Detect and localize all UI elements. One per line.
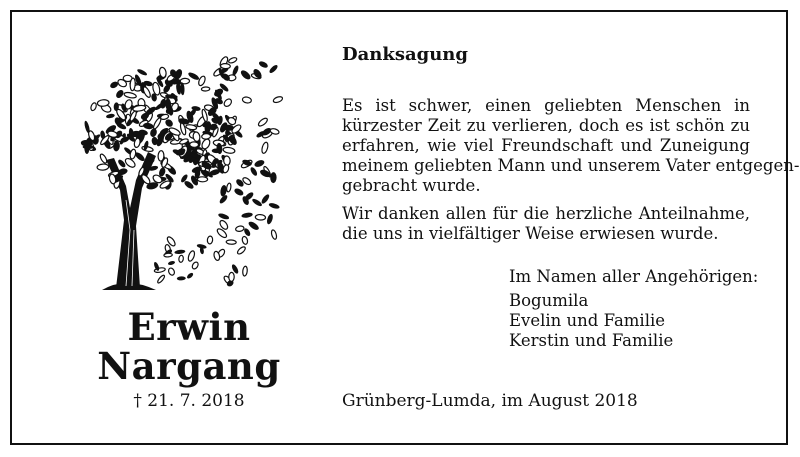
paragraph-line: kürzester Zeit zu verlieren, doch es ist schön zu xyxy=(342,116,750,135)
paragraph-line: die uns in vielfältiger Weise erwiesen wurde. xyxy=(342,224,719,243)
windblown-tree-icon xyxy=(66,40,286,292)
signoff-name: Kerstin und Familie xyxy=(509,331,674,350)
notice-heading: Danksagung xyxy=(342,44,468,65)
death-date: † 21. 7. 2018 xyxy=(133,391,245,411)
thanks-paragraph-1 xyxy=(342,96,800,196)
signoff-names xyxy=(509,291,758,351)
paragraph-line: erfahren, wie viel Freundschaft und Zuneigung xyxy=(342,136,750,155)
paragraph-line: meinem geliebten Mann und unserem Vater entgegen- xyxy=(342,156,800,175)
paragraph-line: gebracht wurde. xyxy=(342,176,481,195)
deceased-first-name: Erwin xyxy=(127,305,251,349)
deceased-last-name: Nargang xyxy=(97,344,281,388)
signoff-name: Evelin und Familie xyxy=(509,311,666,330)
signoff-intro: Im Namen aller Angehörigen: xyxy=(509,267,759,286)
signoff-name: Bogumila xyxy=(509,291,589,310)
paragraph-line: Wir danken allen für die herzliche Anteilnahme, xyxy=(342,204,750,223)
paragraph-line: Es ist schwer, einen geliebten Menschen in xyxy=(342,96,750,115)
thanks-paragraph-2 xyxy=(342,204,750,244)
place-and-date: Grünberg-Lumda, im August 2018 xyxy=(342,391,638,411)
signoff-block xyxy=(509,267,758,351)
